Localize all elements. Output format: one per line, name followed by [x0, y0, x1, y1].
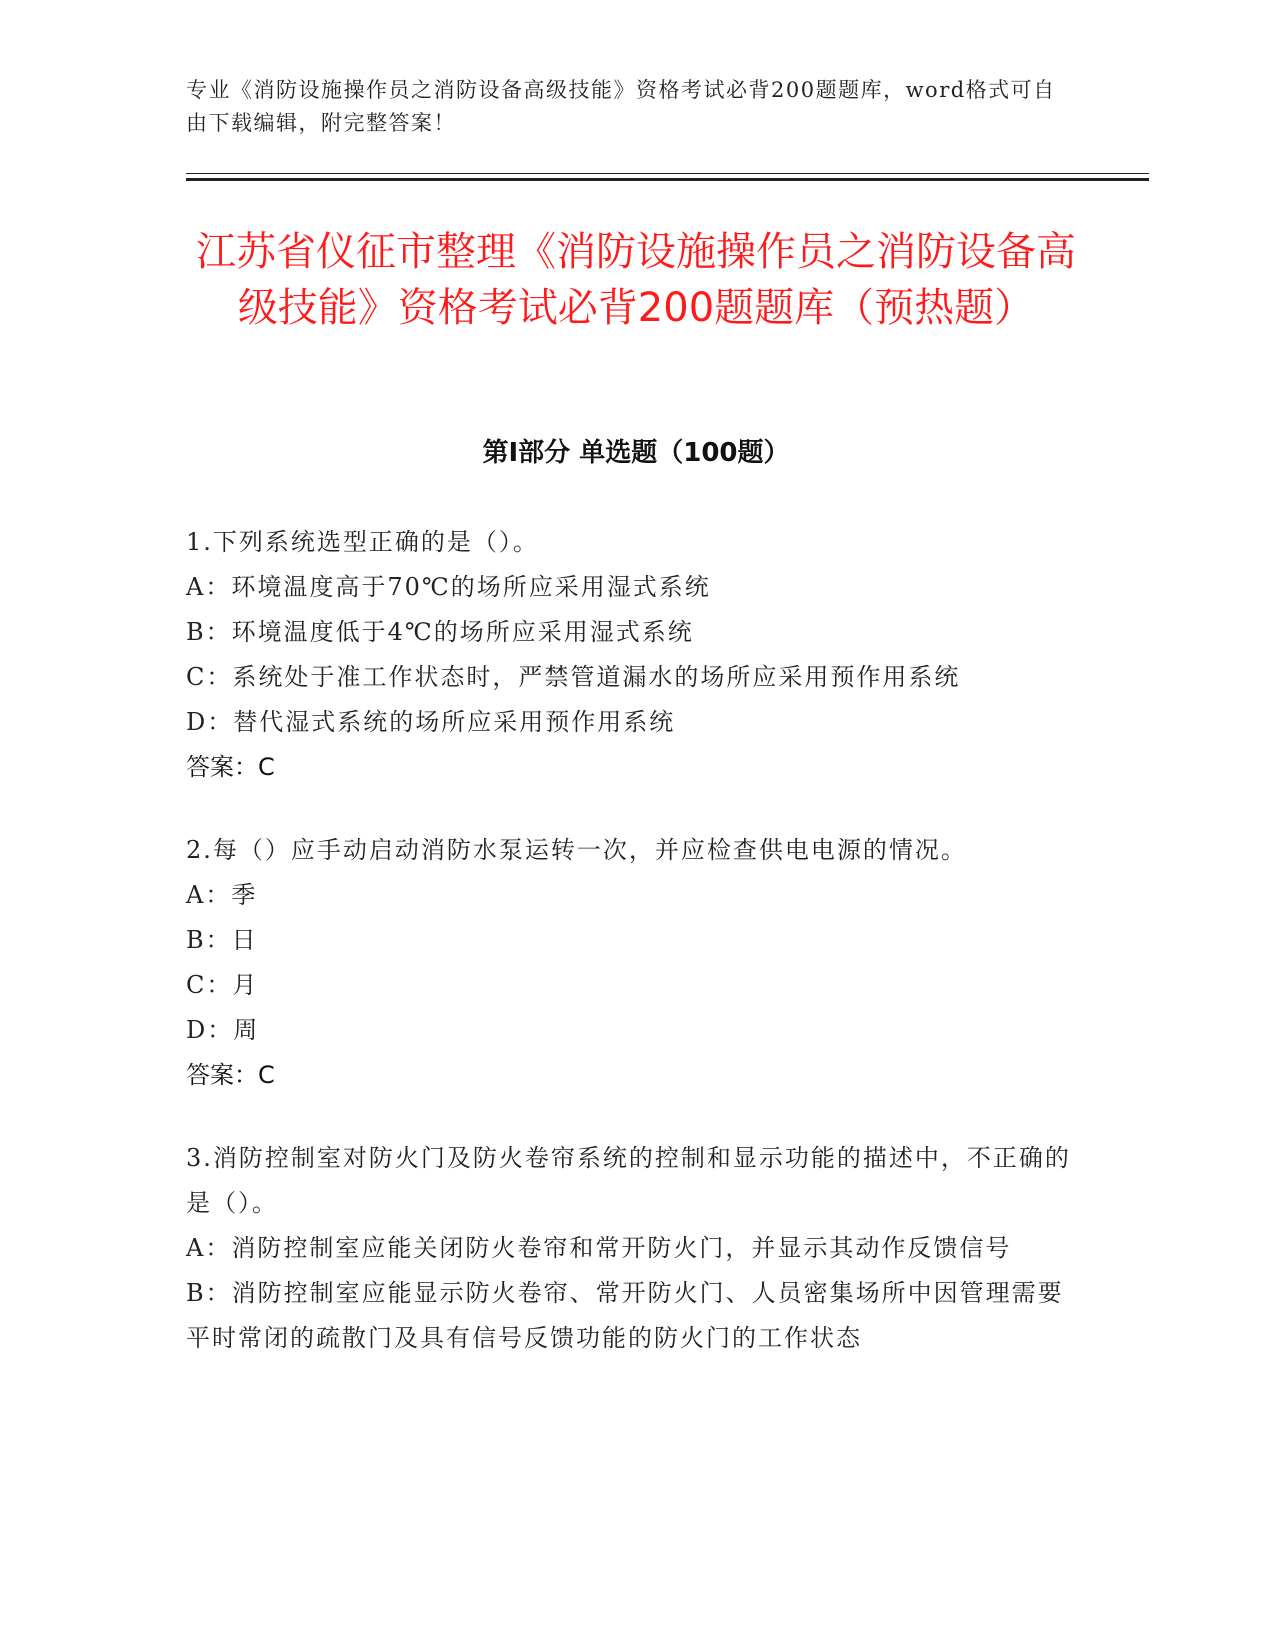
- option-b: B：消防控制室应能显示防火卷帘、常开防火门、人员密集场所中因管理需要平时常闭的疏散门及具有信号反馈功能的防火门的工作状态: [186, 1279, 1064, 1352]
- option-b: B：日: [186, 926, 258, 954]
- question-1: [186, 520, 1086, 790]
- question-3: [186, 1136, 1086, 1361]
- option-b: B：环境温度低于4℃的场所应采用湿式系统: [186, 618, 694, 646]
- option-c: C：系统处于准工作状态时，严禁管道漏水的场所应采用预作用系统: [186, 663, 961, 691]
- question-stem: 2.每（）应手动启动消防水泵运转一次，并应检查供电电源的情况。: [186, 836, 967, 864]
- question-2: [186, 828, 1086, 1098]
- question-stem: 3.消防控制室对防火门及防火卷帘系统的控制和显示功能的描述中，不正确的是（）。: [186, 1144, 1071, 1217]
- section-title: 第Ⅰ部分 单选题（100题）: [482, 438, 790, 468]
- option-d: D：周: [186, 1016, 260, 1044]
- answer: 答案：C: [186, 1061, 275, 1089]
- option-a: A：环境温度高于70℃的场所应采用湿式系统: [186, 573, 711, 601]
- question-list: [186, 520, 1086, 1399]
- answer: 答案：C: [186, 753, 275, 781]
- option-a: A：季: [186, 881, 258, 909]
- header-note: 专业《消防设施操作员之消防设备高级技能》资格考试必背200题题库，word格式可自由下载编辑，附完整答案！: [186, 78, 1056, 135]
- option-c: C：月: [186, 971, 259, 999]
- document-title: 江苏省仪征市整理《消防设施操作员之消防设备高级技能》资格考试必背200题题库（预热题）: [196, 229, 1076, 331]
- option-a: A：消防控制室应能关闭防火卷帘和常开防火门，并显示其动作反馈信号: [186, 1234, 1012, 1262]
- header-rule-thick: [186, 178, 1149, 181]
- header-rule-thin: [186, 173, 1149, 174]
- option-d: D：替代湿式系统的场所应采用预作用系统: [186, 708, 676, 736]
- question-stem: 1.下列系统选型正确的是（）。: [186, 528, 539, 556]
